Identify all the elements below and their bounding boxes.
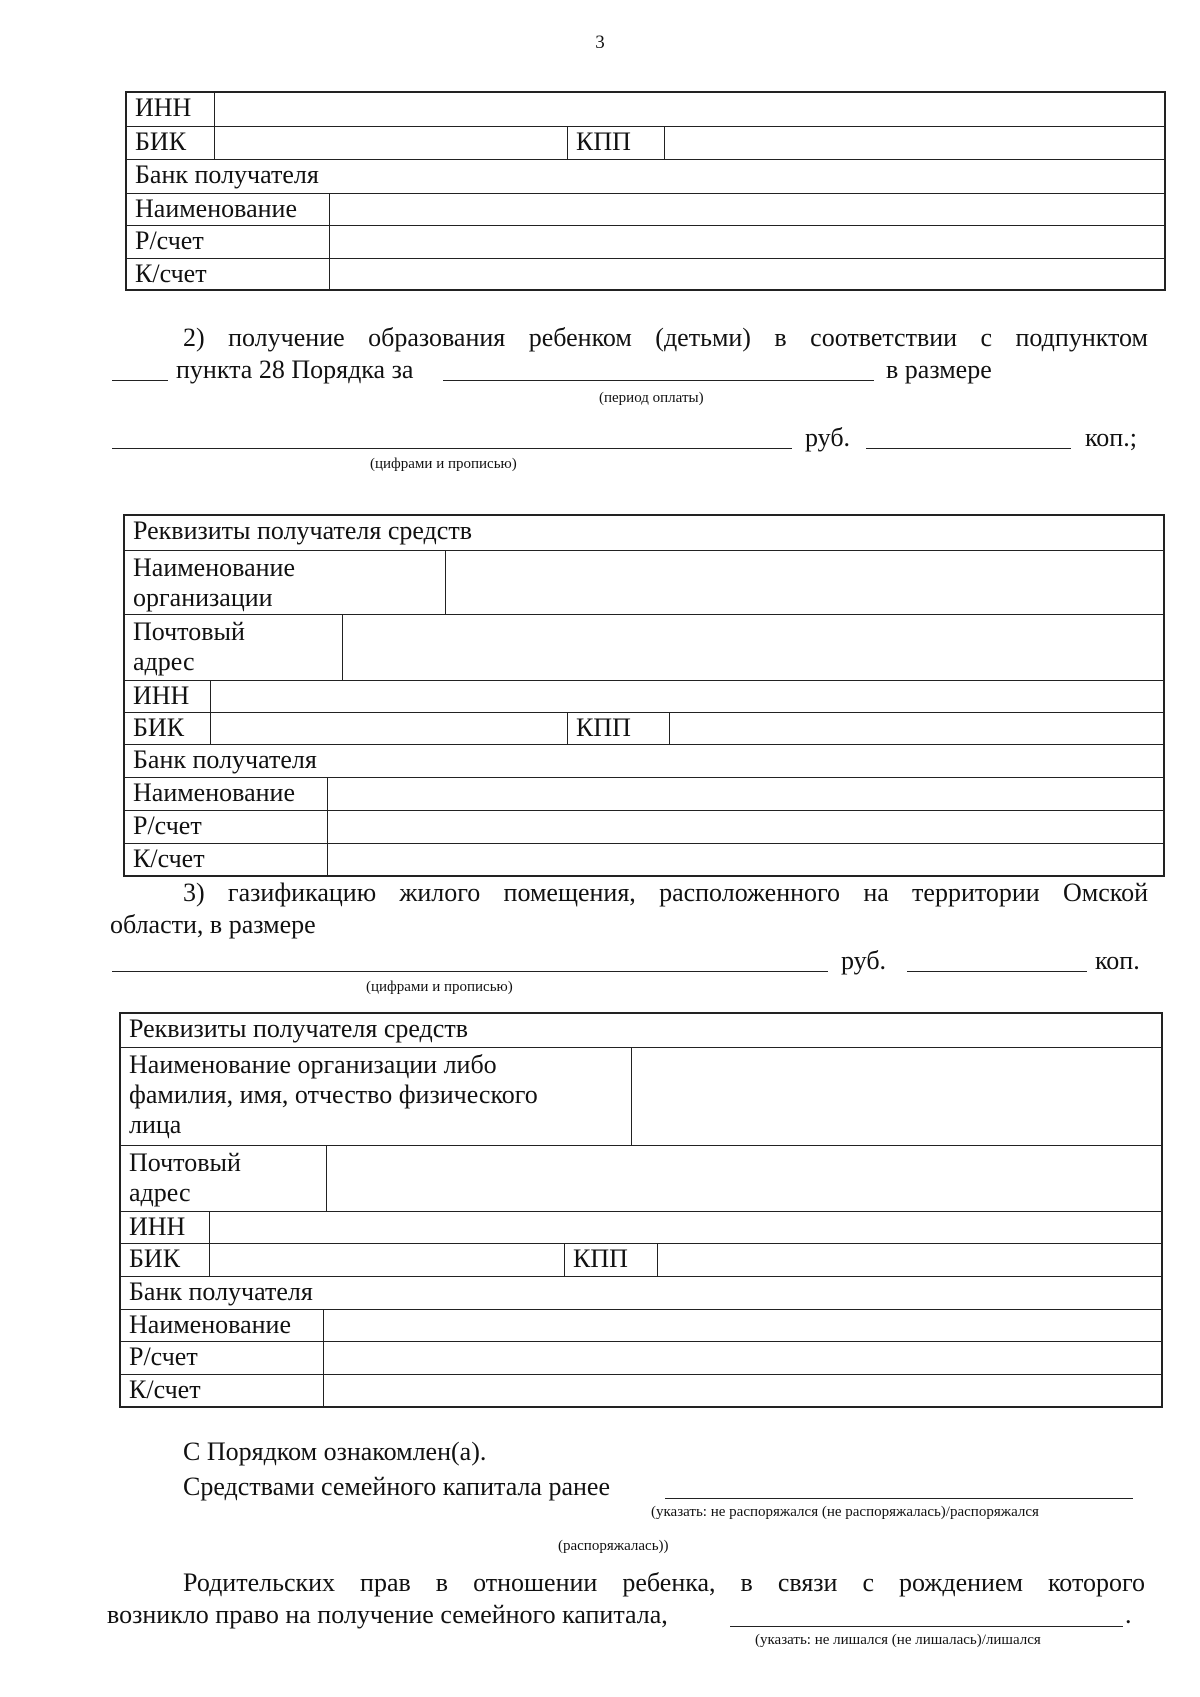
bik-row <box>127 126 1164 159</box>
rs-row-2 <box>125 810 1163 843</box>
org-or-person-row <box>121 1047 1161 1145</box>
rs-row <box>127 225 1164 258</box>
used-funds-hint-2: (распоряжалась)) <box>558 1538 669 1554</box>
inn-label-3: ИНН <box>129 1212 186 1241</box>
postal-label-3-line2: адрес <box>129 1178 191 1207</box>
bank-label: Банк получателя <box>135 160 319 189</box>
org-or-person-label <box>121 1048 631 1145</box>
ks-row-3 <box>121 1374 1161 1406</box>
rs-label-3: Р/счет <box>129 1342 198 1371</box>
bank-name-label: Наименование <box>135 194 297 223</box>
postal-row <box>125 614 1163 680</box>
ks-label-3: К/счет <box>129 1375 201 1404</box>
bank-label-2: Банк получателя <box>133 745 317 774</box>
postal-label-3-line1: Почтовый <box>129 1148 241 1177</box>
rs-field-2[interactable] <box>327 811 1163 843</box>
org-or-person-line3: лица <box>129 1110 182 1139</box>
bik-field-3[interactable] <box>209 1244 564 1276</box>
ks-field-3[interactable] <box>323 1375 1161 1406</box>
kpp-label: КПП <box>567 127 664 159</box>
rights-end: . <box>1125 1600 1132 1629</box>
org-name-label <box>125 551 445 614</box>
postal-label-line2: адрес <box>133 647 195 676</box>
kop-label-3: коп. <box>1095 946 1140 975</box>
in-amount-label: в размере <box>886 355 992 384</box>
rights-line2: возникло право на получение семейного капитала, <box>107 1600 668 1629</box>
acquainted-statement: С Порядком ознакомлен(а). <box>183 1437 487 1466</box>
amount-blank-2[interactable] <box>112 448 792 449</box>
org-or-person-line1: Наименование организации либо <box>129 1050 497 1079</box>
bank-details-table-1 <box>125 91 1166 291</box>
page-number: 3 <box>595 32 605 53</box>
bik-row-2 <box>125 712 1163 744</box>
inn-field[interactable] <box>214 93 1164 126</box>
rights-line1: Родительских прав в отношении ребенка, в связи с рождением которого <box>183 1568 1145 1597</box>
bank-name-row <box>127 193 1164 225</box>
period-hint: (период оплаты) <box>599 390 704 406</box>
inn-label-2: ИНН <box>133 681 190 710</box>
rights-blank[interactable] <box>730 1626 1123 1627</box>
kop-label-2: коп.; <box>1085 423 1137 452</box>
bank-name-field-3[interactable] <box>323 1310 1161 1341</box>
bik-row-3 <box>121 1243 1161 1276</box>
rs-row-3 <box>121 1341 1161 1374</box>
org-name-field[interactable] <box>445 551 1163 614</box>
used-funds-label: Средствами семейного капитала ранее <box>183 1472 611 1501</box>
org-name-row <box>125 550 1163 614</box>
kop-blank-3[interactable] <box>907 971 1087 972</box>
recipient-table-3 <box>119 1012 1163 1408</box>
org-name-label-line1: Наименование <box>133 553 295 582</box>
period-blank[interactable] <box>443 380 874 381</box>
kpp-field[interactable] <box>664 127 1164 159</box>
used-funds-blank[interactable] <box>665 1498 1133 1499</box>
bik-label-2: БИК <box>133 713 185 742</box>
requisites-header-row-3 <box>121 1014 1161 1047</box>
ks-label-2: К/счет <box>133 844 205 873</box>
postal-label-3 <box>121 1146 326 1211</box>
amount-blank-3[interactable] <box>112 971 828 972</box>
inn-field-2[interactable] <box>210 681 1163 712</box>
requisites-title-3: Реквизиты получателя средств <box>129 1014 468 1043</box>
kop-blank-2[interactable] <box>866 448 1071 449</box>
postal-row-3 <box>121 1145 1161 1211</box>
requisites-title: Реквизиты получателя средств <box>133 516 472 545</box>
amount-hint-3: (цифрами и прописью) <box>366 979 513 995</box>
rub-label-3: руб. <box>841 946 887 975</box>
inn-row-3 <box>121 1211 1161 1243</box>
kpp-field-2[interactable] <box>669 713 1163 744</box>
kpp-label-3: КПП <box>564 1244 657 1276</box>
rub-label-2: руб. <box>805 423 851 452</box>
bik-field[interactable] <box>214 127 567 159</box>
bank-name-label-3: Наименование <box>129 1310 291 1339</box>
amount-hint-2: (цифрами и прописью) <box>370 456 517 472</box>
bank-row-3 <box>121 1276 1161 1309</box>
postal-field-3[interactable] <box>326 1146 1161 1211</box>
postal-label <box>125 615 342 680</box>
kpp-label-2: КПП <box>567 713 669 744</box>
section3-line2: области, в размере <box>110 910 316 939</box>
bik-label-3: БИК <box>129 1244 181 1273</box>
section2-line2: пункта 28 Порядка за <box>176 355 414 384</box>
section2-line1: 2) получение образования ребенком (детьми) в соответствии с подпунктом <box>183 323 1148 352</box>
subpoint-blank[interactable] <box>112 380 168 381</box>
rs-label-2: Р/счет <box>133 811 202 840</box>
ks-row-2 <box>125 843 1163 875</box>
rs-label: Р/счет <box>135 226 204 255</box>
bank-name-field[interactable] <box>329 194 1164 225</box>
org-or-person-line2: фамилия, имя, отчество физического <box>129 1080 538 1109</box>
bank-row-2 <box>125 744 1163 777</box>
bank-name-row-3 <box>121 1309 1161 1341</box>
bank-name-row-2 <box>125 777 1163 810</box>
bik-label: БИК <box>135 127 187 156</box>
recipient-table-2 <box>123 514 1165 877</box>
ks-field-2[interactable] <box>327 844 1163 875</box>
ks-row <box>127 258 1164 289</box>
org-name-label-line2: организации <box>133 583 273 612</box>
requisites-header-row <box>125 516 1163 550</box>
bank-label-3: Банк получателя <box>129 1277 313 1306</box>
inn-field-3[interactable] <box>209 1212 1161 1243</box>
postal-field[interactable] <box>342 615 1163 680</box>
bank-row <box>127 159 1164 193</box>
rs-field-3[interactable] <box>323 1342 1161 1374</box>
inn-row-2 <box>125 680 1163 712</box>
section3-line1: 3) газификацию жилого помещения, расположенного на территории Омской <box>183 878 1148 907</box>
org-or-person-field[interactable] <box>631 1048 1161 1145</box>
rs-field[interactable] <box>329 226 1164 258</box>
rights-hint: (указать: не лишался (не лишалась)/лишался <box>755 1632 1041 1648</box>
inn-row <box>127 93 1164 126</box>
inn-label: ИНН <box>135 93 192 122</box>
bank-name-field-2[interactable] <box>327 778 1163 810</box>
postal-label-line1: Почтовый <box>133 617 245 646</box>
used-funds-hint-1: (указать: не распоряжался (не распоряжалась)/распоряжался <box>651 1504 1039 1520</box>
bik-field-2[interactable] <box>210 713 567 744</box>
bank-name-label-2: Наименование <box>133 778 295 807</box>
kpp-field-3[interactable] <box>657 1244 1161 1276</box>
ks-field[interactable] <box>329 259 1164 289</box>
ks-label: К/счет <box>135 259 207 288</box>
